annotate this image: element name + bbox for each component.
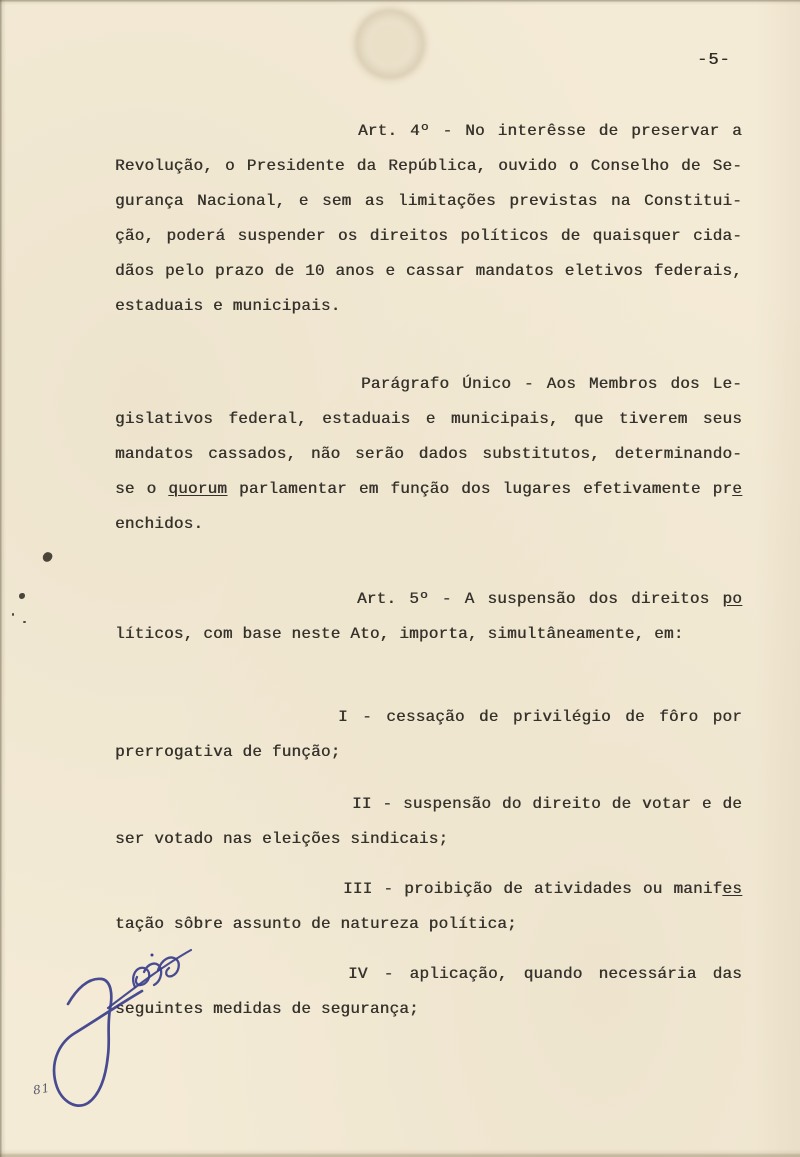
paragrafo-unico-line: mandatos cassados, não serão dados substitutos, determinando- [115, 445, 742, 463]
embossed-seal [348, 2, 432, 86]
item-iv-line: IV - aplicação, quando necessária das [348, 965, 742, 983]
underlined-linebreak-mark: po [722, 590, 742, 608]
paragrafo-unico-line [115, 478, 742, 500]
art4-line: Art. 4º - No interêsse de preservar a [358, 122, 742, 140]
item-i-line: I - cessação de privilégio de fôro por [338, 708, 742, 726]
underlined-word-quorum: quorum [168, 480, 228, 498]
ink-speck [19, 593, 25, 599]
page-number: -5- [697, 51, 731, 70]
art4-line: Revolução, o Presidente da República, ouvido o Conselho de Se- [115, 157, 742, 175]
art5-line: líticos, com base neste Ato, importa, simultâneamente, em: [115, 625, 684, 643]
ink-speck [41, 551, 53, 564]
signature-stroke [54, 979, 142, 1106]
line-text: se o [115, 480, 169, 498]
ink-speck [12, 613, 14, 616]
corner-page-number: 81 [31, 1080, 52, 1098]
handwritten-signature [38, 942, 206, 1120]
line-text: parlamentar em função dos lugares efetivamente pr [227, 480, 733, 498]
item-ii-line: II - suspensão do direito de votar e de [352, 795, 742, 813]
art5-line [115, 588, 742, 610]
paragrafo-unico-line: enchidos. [115, 515, 204, 533]
line-text: III - proibição de atividades ou manif [343, 880, 723, 898]
item-iii-line: tação sôbre assunto de natureza política; [115, 915, 517, 933]
item-ii-line: ser votado nas eleições sindicais; [115, 830, 449, 848]
underlined-linebreak-mark: e [732, 480, 742, 498]
item-iii-line [115, 878, 742, 900]
signature-ink-dot [151, 954, 154, 957]
underlined-linebreak-mark: es [722, 880, 742, 898]
art4-line: gurança Nacional, e sem as limitações previstas na Constitui- [115, 192, 742, 210]
item-i-line: prerrogativa de função; [115, 743, 341, 761]
art4-line: dãos pelo prazo de 10 anos e cassar mandatos eletivos federais, [115, 262, 742, 280]
paragrafo-unico-line: gislativos federal, estaduais e municipais, que tiverem seus [115, 410, 742, 428]
item-iv-line: seguintes medidas de segurança; [115, 1000, 419, 1018]
art4-line: estaduais e municipais. [115, 297, 341, 315]
ink-speck [23, 621, 26, 623]
art4-line: ção, poderá suspender os direitos políticos de quaisquer cida- [115, 227, 742, 245]
paragrafo-unico-line: Parágrafo Único - Aos Membros dos Le- [361, 375, 742, 393]
line-text: Art. 5º - A suspensão dos direitos [357, 590, 723, 608]
